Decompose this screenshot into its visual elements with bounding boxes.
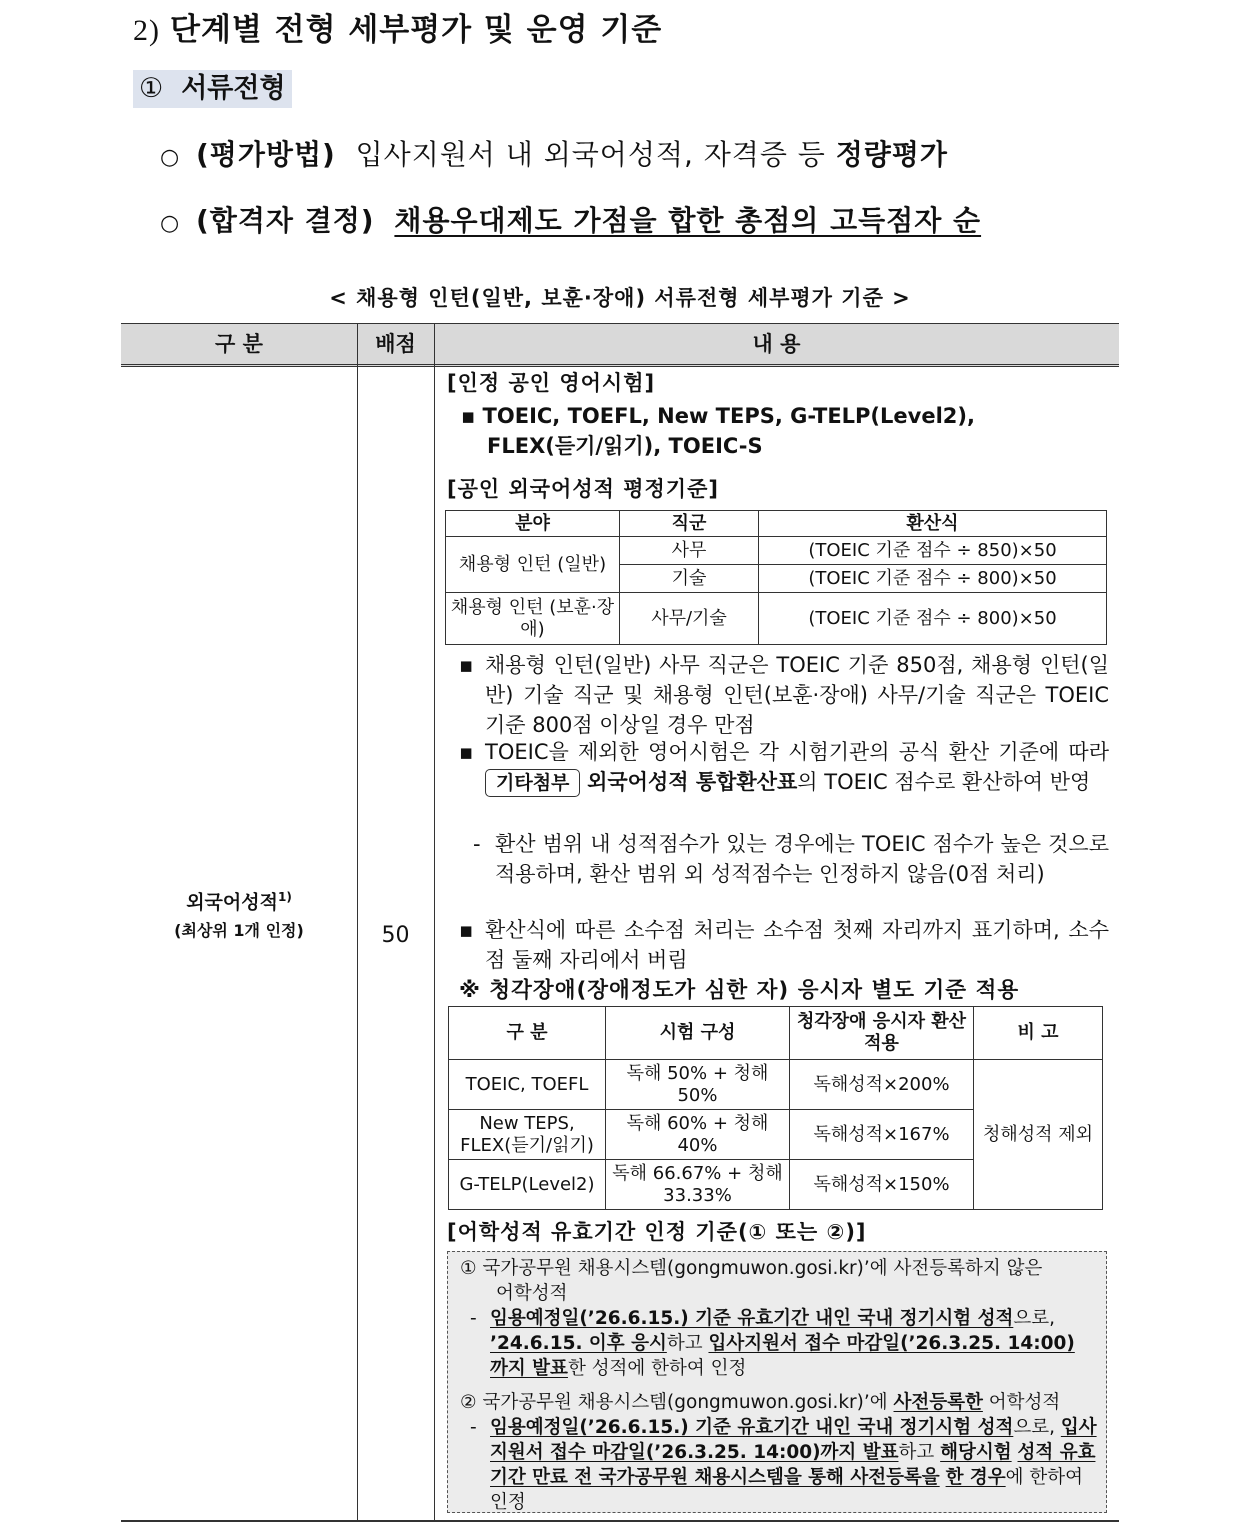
category-cell: 외국어성적$^{1)}$ (최상위 1개 인정) (174, 890, 304, 941)
validity-option-1: ① 국가공무원 채용시스템(gongmuwon.gosi.kr)’에 사전등록하지 않은 어학성적 (460, 1258, 1043, 1304)
validity-option-2-detail: - 임용예정일(’26.6.15.) 기준 유효기간 내인 국내 정기시험 성적으로, 입사지원서 접수 마감일(’26.3.25. 14:00)까지 발표하고 해당시험 성적 유효기간 만료 전 국가공무원 채용시스템을 통해 사전등록을 한 경우에 한하여 인정 (470, 1417, 1097, 1513)
subsection-circle: ① (139, 73, 164, 104)
note-decimal: ▪ 환산식에 따른 소수점 처리는 소수점 첫째 자리까지 표기하며, 소수점 둘째 자리에서 버림 (459, 918, 1109, 972)
table-header (121, 323, 1119, 367)
table-caption: < 채용형 인턴(일반, 보훈·장애) 서류전형 세부평가 기준 > (329, 286, 911, 310)
section-number: 2) (133, 14, 160, 47)
validity-option-2: ② 국가공무원 채용시스템(gongmuwon.gosi.kr)’에 사전등록한 어학성적 (460, 1392, 1061, 1413)
bullet-pass-decision: ○ (합격자 결정) 채용우대제도 가점을 합한 총점의 고득점자 순 (160, 204, 982, 237)
note-full-score: ▪ 채용형 인턴(일반) 사무 직군은 TOEIC 기준 850점, 채용형 인턴(일반) 기술 직군 및 채용형 인턴(보훈·장애) 사무/기술 직군은 TOEIC 기준 800점 이상일 경우 만점 (459, 653, 1109, 737)
evaluation-table (121, 323, 1119, 1522)
conv-field: 채용형 인턴 (보훈·장애) (446, 593, 620, 645)
hearing-table: 구 분 시험 구성 청각장애 응시자 환산적용 비 고 TOEIC, TOEFL 독해 50% + 청해 50% 독해성적×200% 청해성적 제외 New TEPS, FLEX(듣기/읽기) 독해 60% + 청해 40% 독해성적×167% G-TELP(Level2) 독해 66.67% + 청해 33.33% 독해성적×150% (448, 1006, 1103, 1210)
note-range: - 환산 범위 내 성적점수가 있는 경우에는 TOEIC 점수가 높은 것으로 적용하며, 환산 범위 외 성적점수는 인정하지 않음(0점 처리) (473, 832, 1109, 886)
validity-title: [어학성적 유효기간 인정 기준(① 또는 ②)] (447, 1220, 867, 1244)
divider (434, 323, 435, 1522)
header-score: 배점 (375, 332, 416, 356)
recognized-tests-list: ▪ TOEIC, TOEFL, New TEPS, G-TELP(Level2), FLEX(듣기/읽기), TOEIC-S (461, 404, 975, 458)
section-heading (133, 4, 662, 49)
section-title: 단계별 전형 세부평가 및 운영 기준 (170, 12, 663, 48)
recognized-tests-title: [인정 공인 영어시험] (447, 371, 656, 395)
table-bottom-border (121, 1520, 1119, 1522)
hearing-note: 청해성적 제외 (974, 1060, 1103, 1210)
attachment-badge: 기타첨부 (485, 769, 580, 797)
subsection-heading (133, 70, 292, 108)
bullet-evaluation-method: ○ (평가방법) 입사지원서 내 외국어성적, 자격증 등 정량평가 (160, 138, 948, 171)
score-cell: 50 (381, 923, 410, 948)
subsection-title: 서류전형 (181, 73, 286, 104)
validity-box (447, 1251, 1107, 1513)
header-content: 내 용 (752, 332, 801, 356)
hearing-title: ※ 청각장애(장애정도가 심한 자) 응시자 별도 기준 적용 (459, 978, 1020, 1003)
conv-field: 채용형 인턴 (일반) (446, 537, 620, 593)
conversion-table: 분야 직군 환산식 채용형 인턴 (일반) 사무 (TOEIC 기준 점수 ÷ 850)×50 기술 (TOEIC 기준 점수 ÷ 800)×50 채용형 인턴 (보훈·장애) 사무/기술 (TOEIC 기준 점수 ÷ 800)×50 (445, 510, 1107, 645)
header-category: 구 분 (215, 332, 263, 356)
note-other-tests: ▪ TOEIC을 제외한 영어시험은 각 시험기관의 공식 환산 기준에 따라 기타첨부 외국어성적 통합환산표의 TOEIC 점수로 환산하여 반영 (459, 737, 1109, 797)
validity-option-1-detail: - 임용예정일(’26.6.15.) 기준 유효기간 내인 국내 정기시험 성적으로, ’24.6.15. 이후 응시하고 입사지원서 접수 마감일(’26.3.25. 14:00) 까지 발표한 성적에 한하여 인정 (470, 1308, 1075, 1379)
criteria-title: [공인 외국어성적 평정기준] (447, 477, 719, 501)
